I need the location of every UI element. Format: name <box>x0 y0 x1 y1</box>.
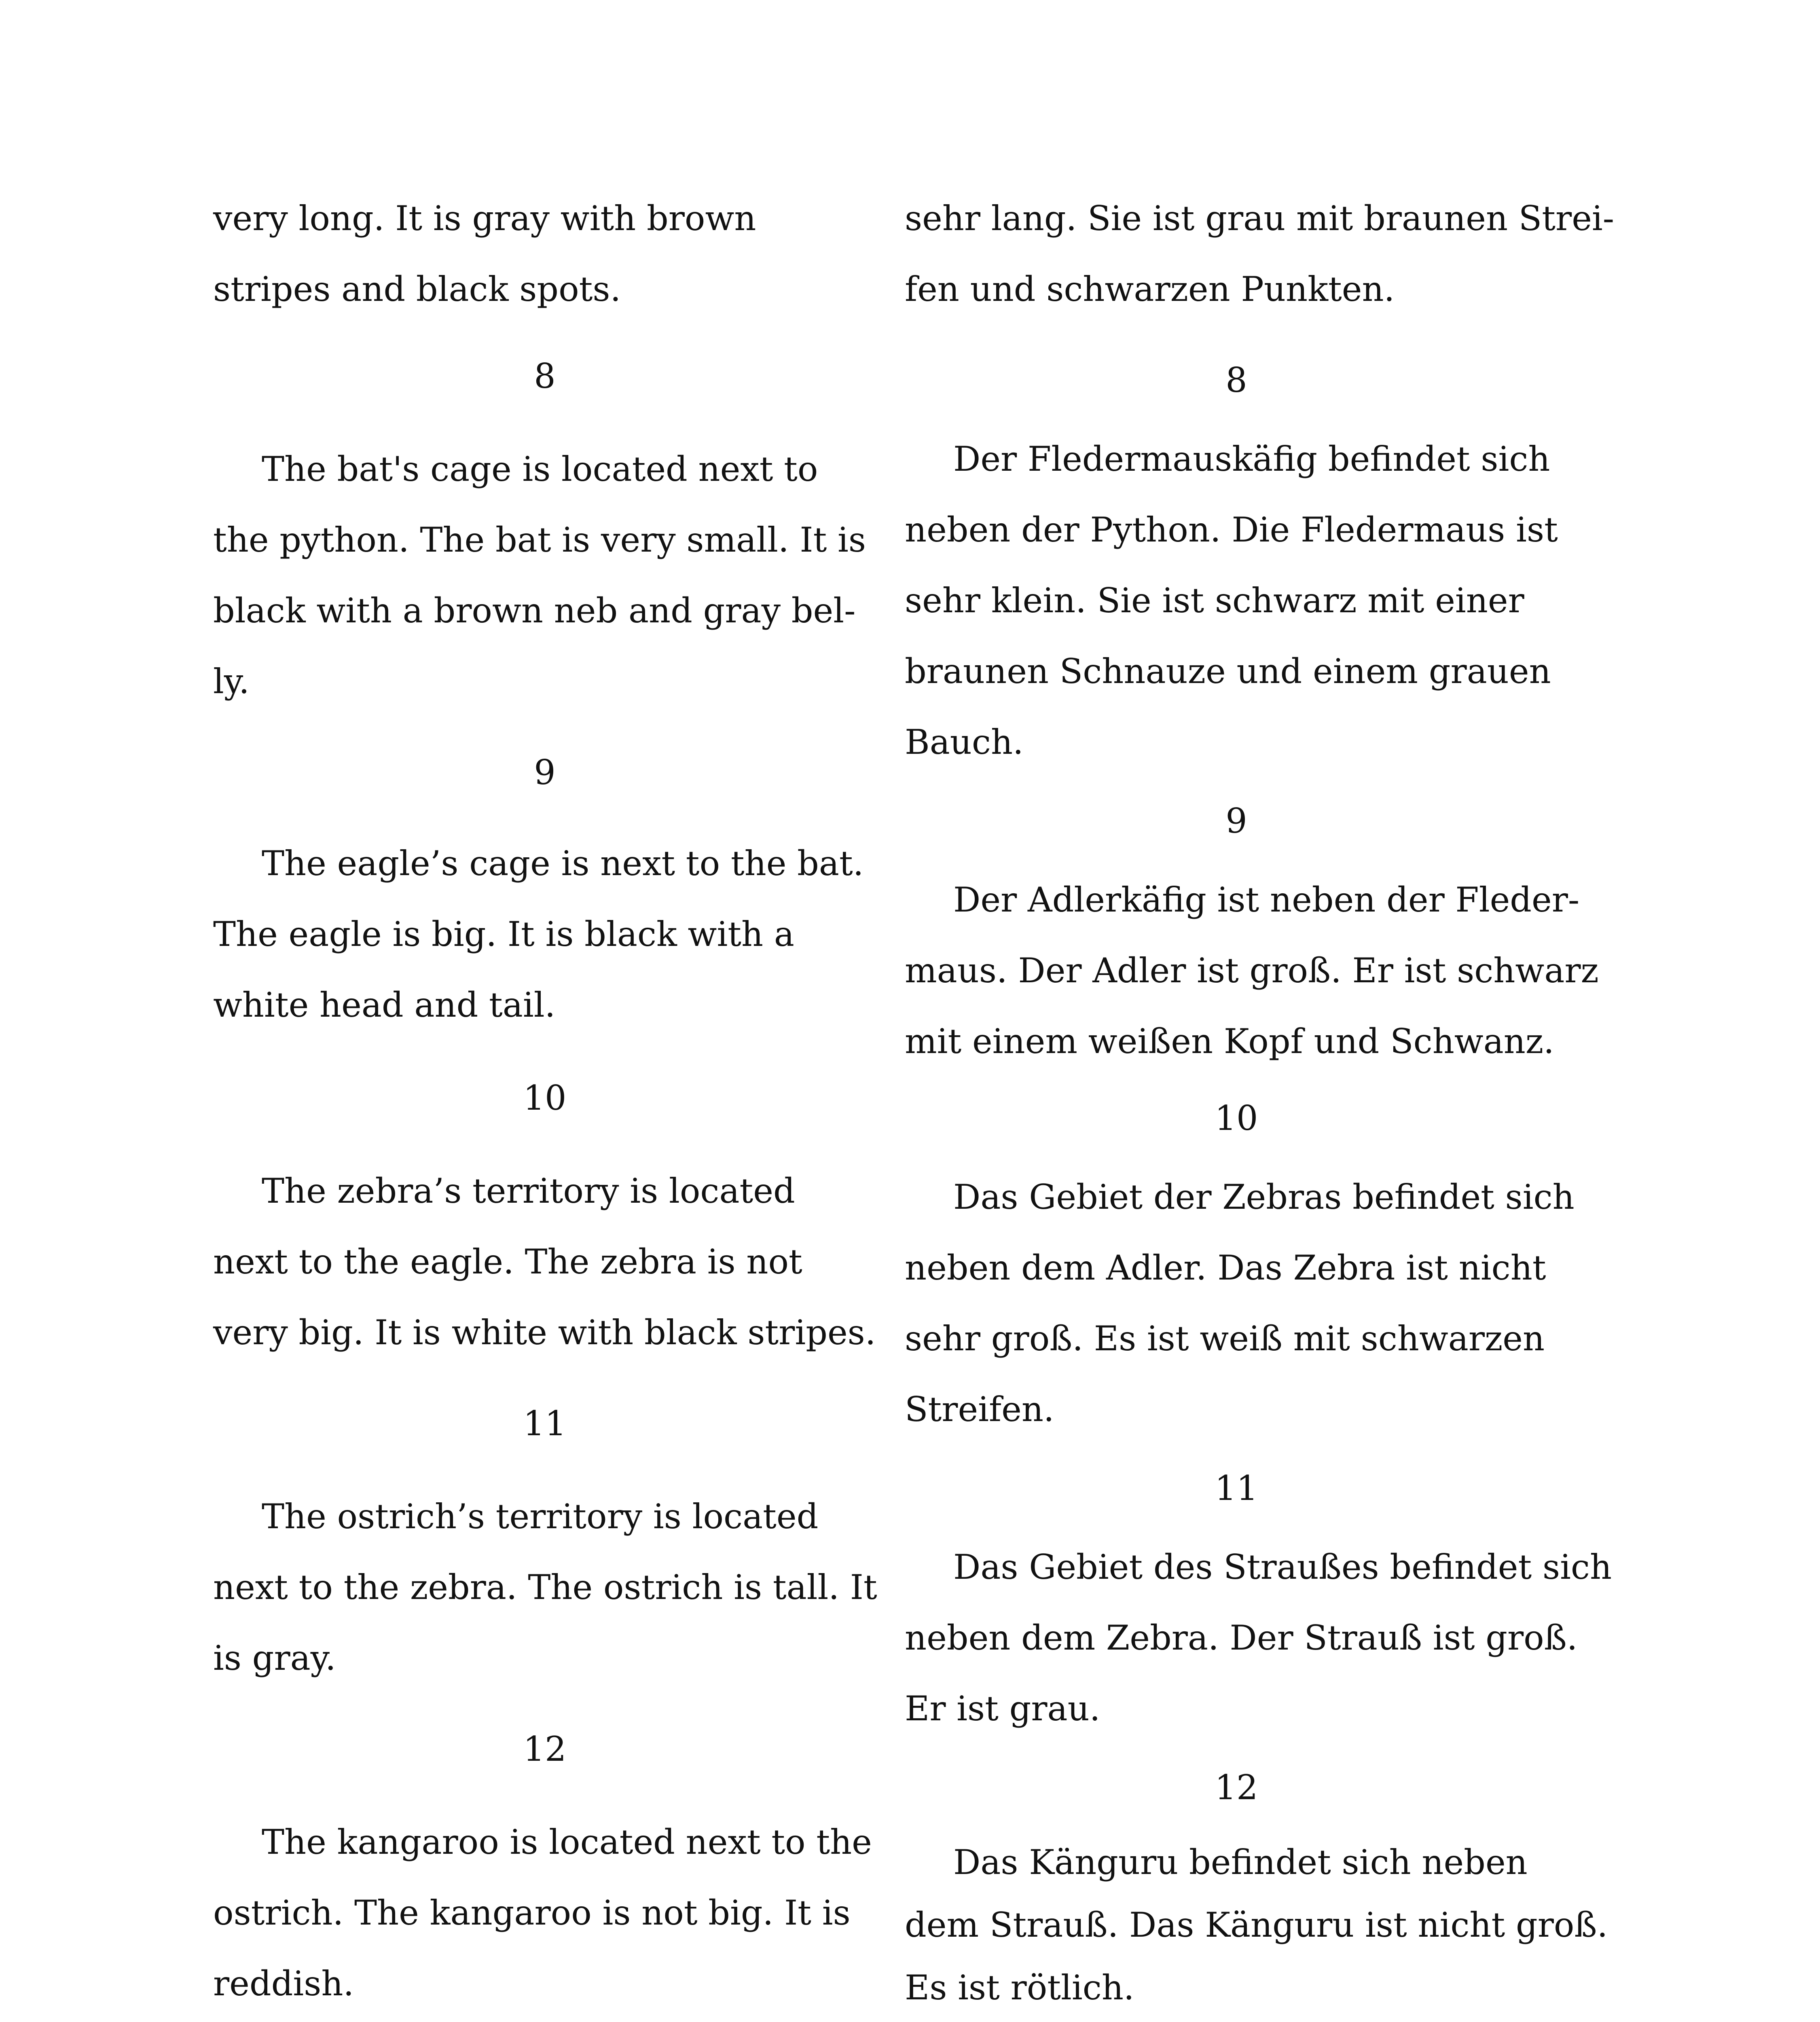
german-paragraph-line: Das Känguru befindet sich neben <box>953 1842 1528 1882</box>
english-paragraph-line: black with a brown neb and gray bel- <box>213 591 856 630</box>
german-section-number: 10 <box>1215 1098 1258 1138</box>
german-paragraph-line: Bauch. <box>905 722 1024 762</box>
english-column <box>213 0 876 2022</box>
english-paragraph-line: The ostrich’s territory is located <box>262 1497 819 1536</box>
english-paragraph-line: reddish. <box>213 1964 354 2003</box>
english-section-number: 10 <box>523 1078 567 1118</box>
german-paragraph-line: Es ist rötlich. <box>905 1968 1134 2007</box>
german-paragraph-line: sehr klein. Sie ist schwarz mit einer <box>905 581 1524 620</box>
german-section-number: 9 <box>1225 801 1247 841</box>
german-paragraph-line: Er ist grau. <box>905 1689 1100 1728</box>
german-paragraph-line: maus. Der Adler ist groß. Er ist schwarz <box>905 951 1599 990</box>
german-paragraph-line: Das Gebiet der Zebras befindet sich <box>953 1177 1575 1217</box>
german-paragraph-line: Der Adlerkäfig ist neben der Fleder- <box>953 880 1580 920</box>
german-paragraph-line: neben der Python. Die Fledermaus ist <box>905 510 1558 550</box>
german-paragraph-line: dem Strauß. Das Känguru ist nicht groß. <box>905 1905 1608 1945</box>
german-section-number: 11 <box>1215 1468 1258 1508</box>
english-section-number: 8 <box>534 356 556 396</box>
english-paragraph-line: The zebra’s territory is located <box>262 1171 795 1211</box>
german-paragraph-line: Streifen. <box>905 1390 1054 1429</box>
german-paragraph-line: neben dem Adler. Das Zebra ist nicht <box>905 1248 1546 1288</box>
english-section-number: 11 <box>523 1404 567 1443</box>
german-paragraph-line: braunen Schnauze und einem grauen <box>905 651 1551 691</box>
english-paragraph-line: ly. <box>213 662 250 701</box>
german-paragraph-line: sehr groß. Es ist weiß mit schwarzen <box>905 1319 1545 1358</box>
english-paragraph-line: The eagle is big. It is black with a <box>213 914 794 954</box>
german-section-number: 12 <box>1215 1768 1258 1807</box>
english-section-number: 12 <box>523 1729 567 1769</box>
english-paragraph-line: The kangaroo is located next to the <box>262 1822 872 1862</box>
german-paragraph-line: neben dem Zebra. Der Strauß ist groß. <box>905 1618 1578 1658</box>
english-paragraph-line: The eagle’s cage is next to the bat. <box>262 844 864 883</box>
english-section-number: 9 <box>534 753 556 792</box>
english-paragraph-line: The bat's cage is located next to <box>262 449 818 489</box>
german-paragraph-line: mit einem weißen Kopf und Schwanz. <box>905 1022 1554 1061</box>
german-intro-line: sehr lang. Sie ist grau mit braunen Strei- <box>905 199 1615 238</box>
german-paragraph-line: Der Fledermauskäfig befindet sich <box>953 439 1550 479</box>
german-column <box>905 0 1615 2022</box>
english-paragraph-line: next to the zebra. The ostrich is tall. It <box>213 1567 877 1607</box>
english-paragraph-line: white head and tail. <box>213 985 556 1025</box>
english-intro-line: stripes and black spots. <box>213 269 621 309</box>
english-paragraph-line: is gray. <box>213 1638 336 1678</box>
german-intro-line: fen und schwarzen Punkten. <box>905 269 1395 309</box>
english-paragraph-line: the python. The bat is very small. It is <box>213 520 866 560</box>
english-intro-line: very long. It is gray with brown <box>213 199 756 238</box>
german-section-number: 8 <box>1225 360 1247 400</box>
english-paragraph-line: very big. It is white with black stripes. <box>213 1313 876 1352</box>
english-paragraph-line: next to the eagle. The zebra is not <box>213 1242 802 1282</box>
german-paragraph-line: Das Gebiet des Straußes befindet sich <box>953 1547 1612 1587</box>
english-paragraph-line: ostrich. The kangaroo is not big. It is <box>213 1893 851 1933</box>
